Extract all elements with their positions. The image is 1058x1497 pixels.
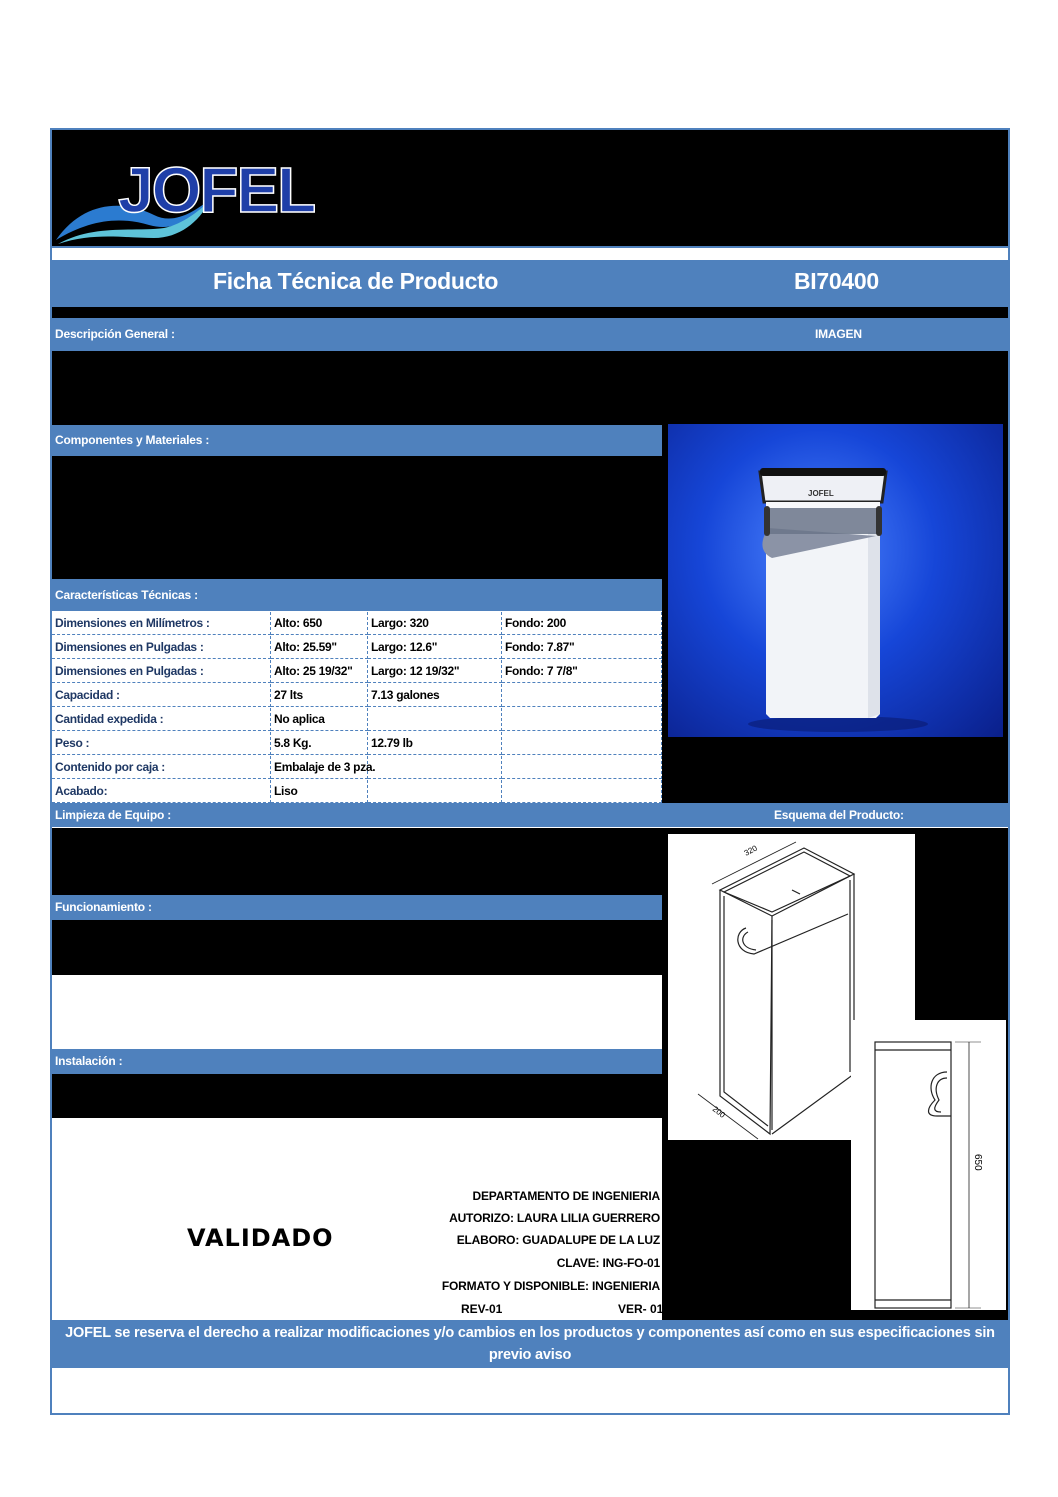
bin-side-drawing [851, 1020, 1006, 1310]
page-title: Ficha Técnica de Producto [213, 268, 499, 294]
section-label-limpieza: Limpieza de Equipo : [55, 808, 172, 822]
limpieza-content [52, 828, 662, 895]
spec-label: Dimensiones en Milímetros : [52, 612, 271, 635]
spec-row [52, 708, 662, 732]
spec-value: 12.79 lb [368, 732, 502, 755]
section-bar-componentes [52, 425, 662, 456]
signoff-clave: CLAVE: ING-FO-01 [556, 1256, 660, 1270]
signoff-autorizo: AUTORIZO: LAURA LILIA GUERRERO [449, 1211, 660, 1225]
spec-label: Acabado: [52, 780, 271, 803]
product-code: BI70400 [794, 268, 879, 294]
svg-text:JOFEL: JOFEL [808, 489, 834, 498]
section-label-caracteristicas: Características Técnicas : [55, 588, 198, 602]
spec-row [52, 756, 662, 780]
section-label-componentes: Componentes y Materiales : [55, 433, 210, 447]
spec-value [368, 780, 502, 803]
spec-value: Alto: 650 [271, 612, 368, 635]
svg-text:650: 650 [972, 1154, 983, 1171]
waste-bin-image [668, 424, 1003, 737]
instalacion-content [52, 1074, 662, 1118]
spec-value: Fondo: 200 [502, 612, 662, 635]
spec-value: Largo: 12.6" [368, 636, 502, 659]
spec-row [52, 660, 662, 684]
descripcion-content [52, 351, 662, 425]
specs-table [52, 612, 662, 803]
spec-value [502, 780, 662, 803]
signoff-formato: FORMATO Y DISPONIBLE: INGENIERIA [441, 1279, 660, 1293]
spec-label: Dimensiones en Pulgadas : [52, 660, 271, 683]
spec-value: Largo: 320 [368, 612, 502, 635]
signoff-ver: VER- 01 [618, 1302, 664, 1316]
spec-value: No aplica [271, 708, 368, 731]
header-banner [52, 130, 1008, 248]
validado-stamp: VALIDADO [187, 1224, 334, 1252]
disclaimer-line-1: JOFEL se reserva el derecho a realizar modificaciones y/o cambios en los productos y componentes así como en sus especificaciones sin [65, 1325, 995, 1341]
section-bar-limpieza [52, 803, 1008, 827]
section-bar-funcionamiento [52, 895, 662, 920]
spec-row [52, 612, 662, 636]
spec-label: Peso : [52, 732, 271, 755]
product-photo [668, 424, 1003, 737]
spec-value [368, 708, 502, 731]
section-label-instalacion: Instalación : [55, 1054, 123, 1068]
divider [52, 307, 1008, 318]
spec-value: Fondo: 7.87" [502, 636, 662, 659]
section-label-descripcion: Descripción General : [55, 327, 175, 341]
spec-label: Dimensiones en Pulgadas : [52, 636, 271, 659]
spec-value: 27 lts [271, 684, 368, 707]
spec-label: Cantidad expedida : [52, 708, 271, 731]
disclaimer-line-2: previo aviso [488, 1347, 572, 1363]
spec-value: Alto: 25.59" [271, 636, 368, 659]
spec-row [52, 732, 662, 756]
spec-label: Capacidad : [52, 684, 271, 707]
section-bar-caracteristicas [52, 579, 662, 611]
jofel-logo [54, 140, 324, 248]
spec-value [368, 756, 502, 779]
spec-value: Alto: 25 19/32" [271, 660, 368, 683]
svg-text:320: 320 [742, 843, 759, 858]
diagram-side [851, 1020, 1006, 1310]
spec-value [502, 756, 662, 779]
section-label-esquema: Esquema del Producto: [774, 808, 904, 822]
signoff-rev: REV-01 [461, 1302, 503, 1316]
spec-value: Embalaje de 3 pza. [271, 756, 368, 779]
componentes-content [52, 456, 662, 579]
spec-value: 5.8 Kg. [271, 732, 368, 755]
section-label-imagen: IMAGEN [815, 327, 862, 341]
spec-value: Largo: 12 19/32" [368, 660, 502, 683]
signoff-dept: DEPARTAMENTO DE INGENIERIA [472, 1189, 660, 1203]
spec-label: Contenido por caja : [52, 756, 271, 779]
spec-value [502, 684, 662, 707]
spec-value [502, 732, 662, 755]
section-bar-descripcion [52, 318, 1008, 351]
spec-value: 7.13 galones [368, 684, 502, 707]
signoff-elaboro: ELABORO: GUADALUPE DE LA LUZ [456, 1233, 660, 1247]
spec-value [502, 708, 662, 731]
spec-value: Fondo: 7 7/8" [502, 660, 662, 683]
disclaimer-footer [52, 1320, 1008, 1368]
spec-value: Liso [271, 780, 368, 803]
section-label-funcionamiento: Funcionamiento : [55, 900, 152, 914]
funcionamiento-content [52, 920, 662, 975]
svg-text:JOFEL: JOFEL [118, 154, 315, 226]
section-bar-instalacion [52, 1049, 662, 1074]
title-bar [52, 260, 1008, 307]
spec-row [52, 780, 662, 804]
svg-text:200: 200 [710, 1104, 727, 1120]
spec-row [52, 684, 662, 708]
spec-row [52, 636, 662, 660]
